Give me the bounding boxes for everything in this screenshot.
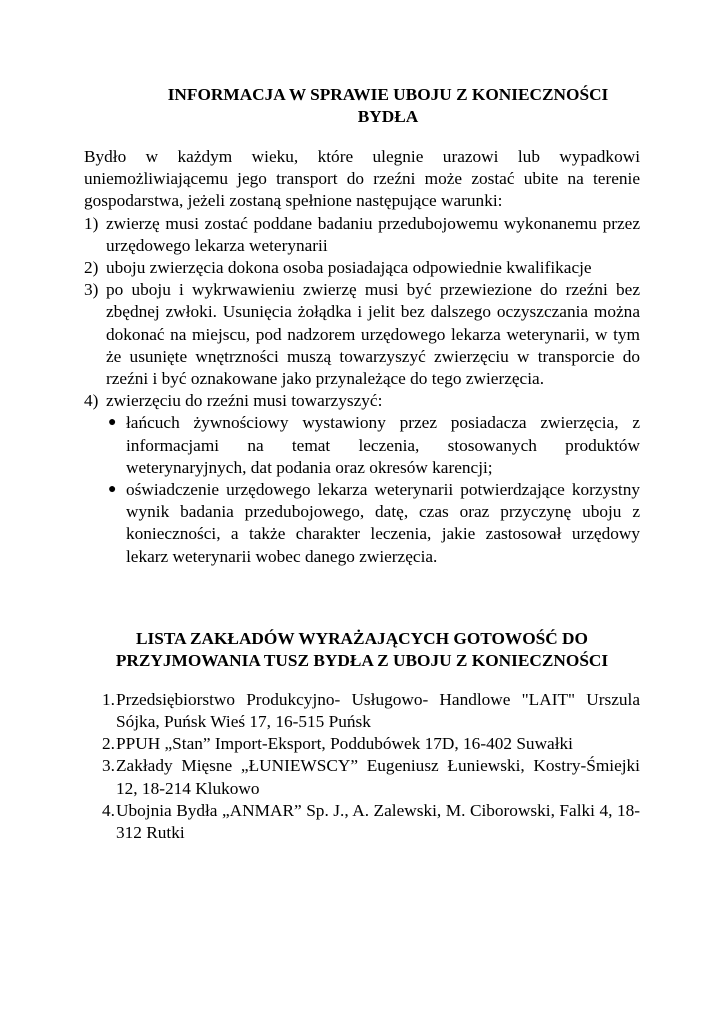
plants-list-title-line: PRZYJMOWANIA TUSZ BYDŁA Z UBOJU Z KONIECZNOŚCI [115,651,609,671]
required-document-item [106,412,640,479]
required-document-item [106,479,640,568]
required-document-text: oświadczenie urzędowego lekarza weterynarii potwierdzające korzystny wynik badania przedubojowego, datę, czas oraz przyczynę uboju z konieczności, a także charakter leczenia, jakie zastosował urzędowy lekarz weterynarii wobec danego zwierzęcia. [126,480,640,566]
plant-text: Ubojnia Bydła „ANMAR” Sp. J., A. Zalewski, M. Ciborowski, Falki 4, 18-312 Rutki [116,800,640,843]
plant-text: PPUH „Stan” Import-Eksport, Poddubówek 17D, 16-402 Suwałki [116,734,573,754]
bullet-icon: ● [108,415,117,431]
plant-number: 3. [102,756,115,776]
conditions-list [84,213,640,568]
condition-item [84,390,640,568]
plant-number: 4. [102,800,115,820]
condition-text: uboju zwierzęcia dokona osoba posiadająca odpowiednie kwalifikacje [106,258,592,278]
intro-paragraph: Bydło w każdym wieku, które ulegnie urazowi lub wypadkowi uniemożliwiającemu jego transport do rzeźni może zostać ubite na terenie gospodarstwa, jeżeli zostaną spełnione następujące warunki: [84,147,640,211]
plants-list-title-line: LISTA ZAKŁADÓW WYRAŻAJĄCYCH GOTOWOŚĆ DO [136,628,588,648]
condition-number: 4) [84,391,99,411]
bullet-icon: ● [108,482,117,498]
condition-item [84,257,640,279]
document-title: INFORMACJA W SPRAWIE UBOJU Z KONIECZNOŚCI BYDŁA [167,85,609,126]
condition-item [84,279,640,390]
condition-number: 2) [84,258,99,278]
plants-list-title [84,628,640,673]
condition-text: zwierzęciu do rzeźni musi towarzyszyć: [106,391,383,411]
plant-item [84,689,640,733]
document-page [84,84,640,844]
plant-text: Zakłady Mięsne „ŁUNIEWSCY” Eugeniusz Łuniewski, Kostry-Śmiejki 12, 18-214 Klukowo [116,756,640,798]
plant-text: Przedsiębiorstwo Produkcyjno- Usługowo- Handlowe "LAIT" Urszula Sójka, Puńsk Wieś 17, 16-515 Puńsk [116,689,640,732]
condition-number: 3) [84,280,99,300]
condition-text: zwierzę musi zostać poddane badaniu przedubojowemu wykonanemu przez urzędowego lekarza weterynarii [106,213,640,255]
condition-number: 1) [84,213,99,233]
plant-item [84,755,640,799]
required-documents-list [106,412,640,567]
condition-item [84,213,640,257]
plant-number: 1. [102,689,115,709]
plant-item [84,800,640,844]
plants-list [84,689,640,844]
plant-item [84,733,640,755]
condition-text: po uboju i wykrwawieniu zwierzę musi być przewiezione do rzeźni bez zbędnej zwłoki. Usunięcia żołądka i jelit bez dalszego oczyszczania można dokonać na miejscu, pod nadzorem urzędowego lekarza weterynarii, w tym że usunięte wnętrzności muszą towarzyszyć zwierzęciu w transporcie do rzeźni i być oznakowane jako przynależące do tego zwierzęcia. [106,280,640,389]
plant-number: 2. [102,734,115,754]
required-document-text: łańcuch żywnościowy wystawiony przez posiadacza zwierzęcia, z informacjami na temat leczenia, stosowanych produktów weterynaryjnych, dat podania oraz okresów karencji; [126,413,640,477]
